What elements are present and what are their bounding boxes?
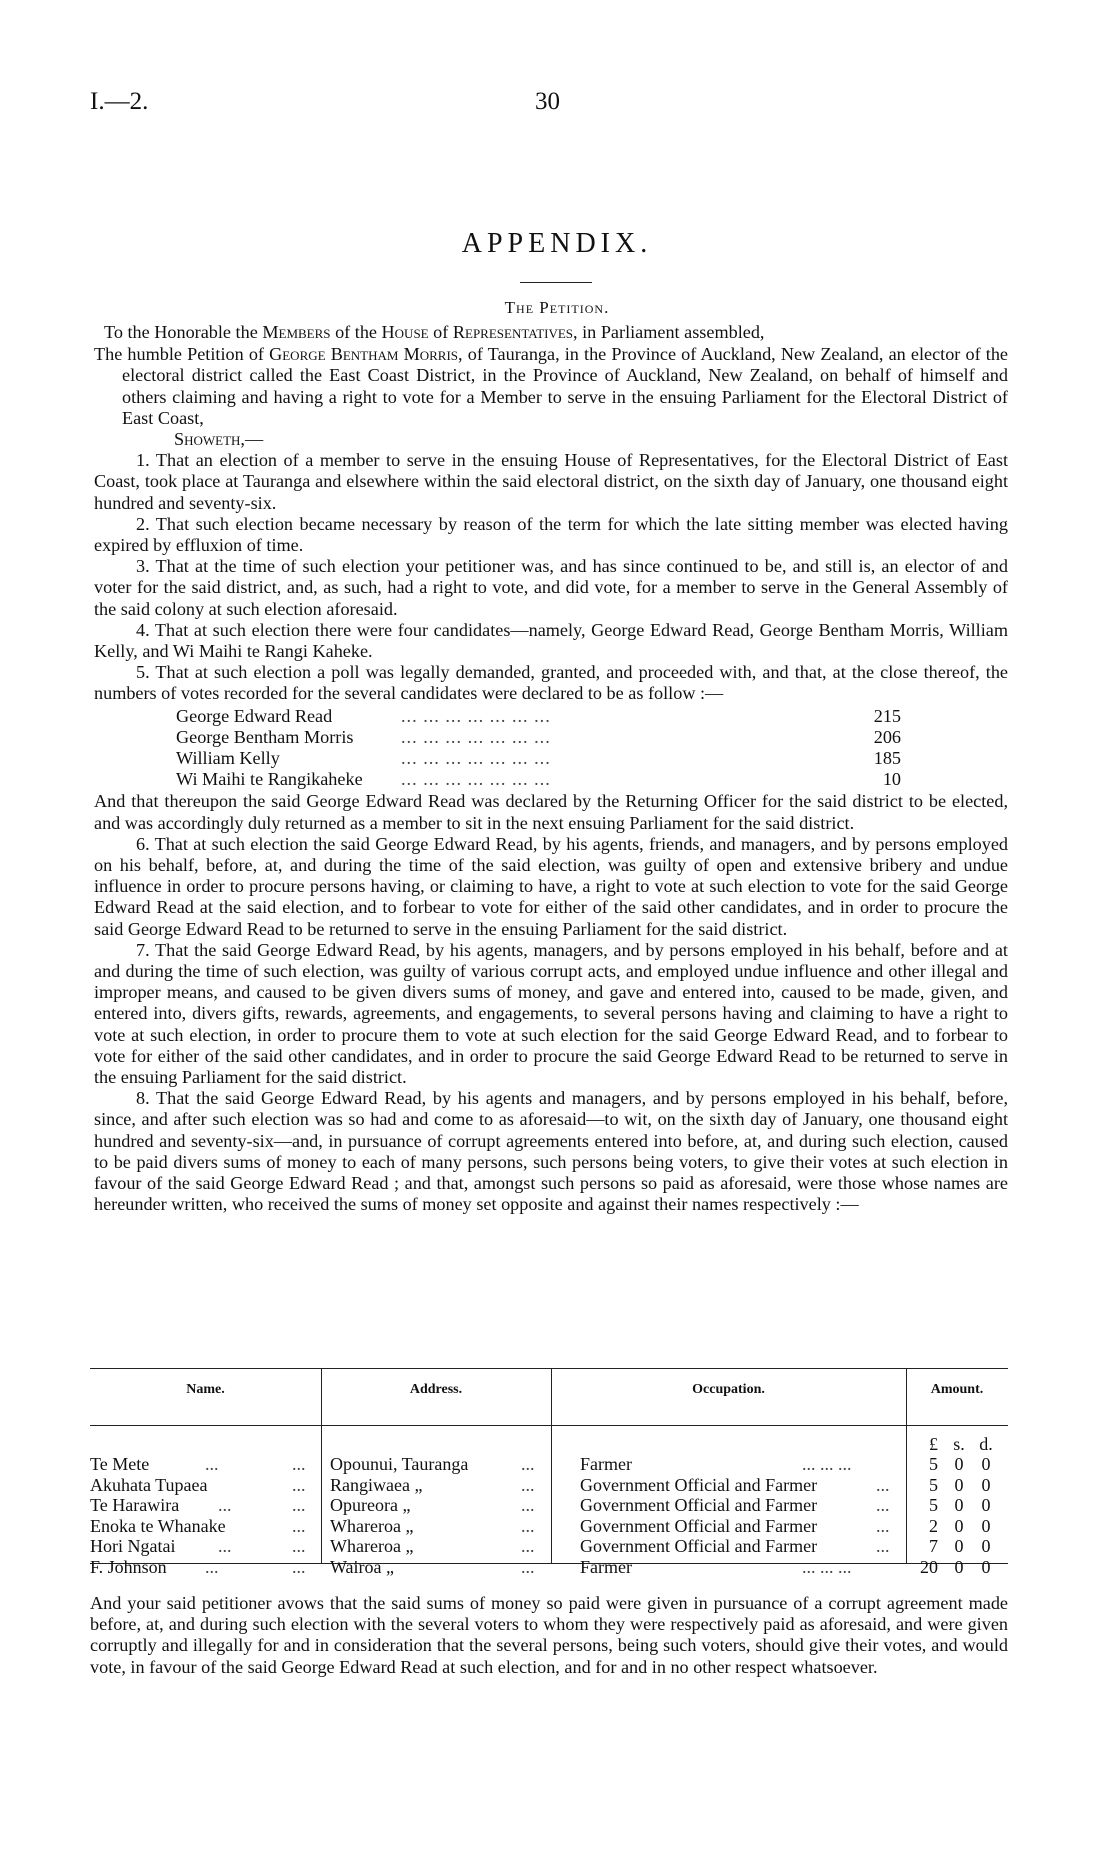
cell-pounds: 5: [929, 1495, 938, 1515]
humble-petition: [94, 344, 1008, 429]
table-header-rule: [90, 1425, 1008, 1426]
cell-occupation: Farmer: [580, 1454, 632, 1474]
vote-list: [176, 706, 1008, 791]
table-bottom-rule: [90, 1563, 1008, 1564]
cell-address: Whareroa „: [330, 1515, 414, 1536]
vote-row: [176, 727, 1008, 748]
cell-pence: 0: [981, 1495, 991, 1515]
paragraph-4: 4. That at such election there were four candidates—namely, George Edward Read, George Bentham Morris, William Kelly, and Wi Maihi te Rangi Kaheke.: [94, 619, 1008, 662]
cell-shillings: 0: [954, 1556, 964, 1577]
leader-dots: ... ... ... ... ... ... ...: [401, 705, 551, 726]
payments-table: [90, 1368, 1008, 1577]
cell-name: Akuhata Tupaea: [90, 1474, 208, 1495]
leader-dots: ...: [292, 1536, 306, 1556]
paragraph-8: 8. That the said George Edward Read, by his agents and managers, and by persons employed in his behalf, before, since, and after such election was so had and come to as aforesaid—to wit, on the sixth day of January, one thousand eight hundred and seventy-six—and, in pursuance of corrupt agreements entered into before, at, and during such election, caused to be paid divers sums of money to each of many persons, such persons being voters, to give their votes at such election in favour of the said George Edward Read ; and that, amongst such persons so paid as aforesaid, were those whose names are hereunder written, who received the sums of money set opposite and against their names respectively :—: [94, 1088, 1008, 1215]
leader-dots: ...: [876, 1495, 890, 1515]
cell-pence: 0: [981, 1515, 991, 1536]
table-top-rule: [90, 1368, 1008, 1369]
cell-address: Rangiwaea „: [330, 1474, 423, 1495]
leader-dots: ...: [876, 1474, 890, 1495]
paragraph-2: 2. That such election became necessary by reason of the term for which the late sitting member was elected having expired by effluxion of time.: [94, 513, 1008, 556]
leader-dots: ...: [205, 1556, 219, 1577]
cell-shillings: 0: [954, 1536, 964, 1556]
cell-shillings: 0: [954, 1474, 964, 1495]
column-header-address: Address.: [409, 1382, 463, 1397]
leader-dots: ...: [292, 1556, 306, 1577]
vote-count: 185: [873, 748, 901, 769]
leader-dots: ... ... ...: [802, 1454, 852, 1474]
cell-address: Wairoa „: [330, 1556, 395, 1577]
leader-dots: ...: [292, 1474, 306, 1495]
humble-pre: The humble Petition of: [94, 344, 270, 365]
column-header-name: Name.: [186, 1382, 225, 1397]
leader-dots: ...: [521, 1474, 535, 1495]
cell-address: Whareroa „: [330, 1536, 414, 1556]
leader-dots: ...: [292, 1515, 306, 1536]
title-divider: [520, 282, 592, 283]
paragraph-6: 6. That at such election the said George Edward Read, by his agents, friends, and managers, and by persons employed on his behalf, before, at, and during the time of the said election, was guilty of open and extensive bribery and undue influence in order to procure persons having, or claiming to have, a right to vote at such election to vote for the said George Edward Read at the said election, and to forbear to vote for either of the said other candidates, and in order to procure the said George Edward Read to be returned to serve in the ensuing Parliament for the said district.: [94, 833, 1008, 939]
page-title: APPENDIX.: [461, 228, 653, 259]
address-house: House: [381, 322, 429, 342]
candidate-name: George Bentham Morris: [176, 726, 354, 747]
address-mid2: of: [428, 322, 453, 342]
cell-pence: 0: [981, 1474, 991, 1495]
leader-dots: ...: [218, 1536, 232, 1556]
cell-name: Te Harawira: [90, 1495, 180, 1515]
cell-pounds: 5: [929, 1474, 938, 1495]
address-members: Members: [262, 322, 331, 342]
page-number: 30: [535, 88, 560, 115]
currency-pence: d.: [979, 1434, 993, 1454]
address-reps: Representatives: [452, 322, 574, 342]
cell-occupation: Government Official and Farmer: [580, 1495, 818, 1515]
cell-pounds: 2: [929, 1515, 938, 1536]
cell-pence: 0: [981, 1556, 991, 1577]
column-header-amount: Amount.: [930, 1382, 984, 1397]
paragraph-3: 3. That at the time of such election your petitioner was, and has since continued to be, and still is, an elector of and voter for the said district, and, as such, had a right to vote, and did vote, for a member to serve in the General Assembly of the said colony at such election aforesaid.: [94, 556, 1008, 619]
cell-occupation: Government Official and Farmer: [580, 1474, 818, 1495]
leader-dots: ...: [205, 1454, 219, 1474]
leader-dots: ... ... ... ... ... ... ...: [401, 748, 551, 769]
leader-dots: ... ... ... ... ... ... ...: [401, 726, 551, 747]
cell-pounds: 7: [929, 1536, 938, 1556]
showeth: Showeth,—: [174, 429, 264, 450]
paragraph-7: 7. That the said George Edward Read, by his agents, managers, and by persons employed in his behalf, before and at and during the time of such election, was guilty of various corrupt acts, and employed undue influence and other illegal and improper means, and caused to be given divers sums of money, and gave and entered into, caused to be made, given, and entered into, divers gifts, rewards, agreements, and engagements, to several persons having and claiming to have a right to vote at such election, in order to procure them to vote at such election for the said George Edward Read, and to forbear to vote for either of the said other candidates, and in order to procure the said George Edward Read to be returned to serve in the ensuing Parliament for the said district.: [94, 939, 1008, 1088]
leader-dots: ...: [521, 1515, 535, 1536]
address-line: [94, 322, 1008, 343]
paragraph-5-continued: And that thereupon the said George Edward Read was declared by the Returning Officer for the said district to be elected, and was accordingly duly returned as a member to sit in the next ensuing Parliament for the said district.: [94, 791, 1008, 833]
leader-dots: ...: [292, 1454, 306, 1474]
closing-paragraph: [90, 1593, 1008, 1678]
candidate-name: Wi Maihi te Rangikaheke: [176, 769, 363, 790]
leader-dots: ...: [876, 1515, 890, 1536]
address-pre: To the Honorable the: [104, 322, 263, 342]
vote-count: 10: [882, 769, 901, 790]
cell-occupation: Government Official and Farmer: [580, 1515, 818, 1536]
closing-text: And your said petitioner avows that the said sums of money so paid were given in pursuance of a corrupt agreement made before, at, and during such election with the several voters to whom they were respectively paid as aforesaid, and were given corruptly and illegally for and in consideration that the several persons, being such voters, should give their votes, and would vote, in favour of the said George Edward Read at such election, and for and in no other respect whatsoever.: [90, 1593, 1008, 1677]
vote-row: [176, 748, 1008, 769]
cell-address: Opureora „: [330, 1495, 411, 1515]
section-title: The Petition.: [504, 298, 610, 317]
cell-shillings: 0: [954, 1515, 964, 1536]
cell-occupation: Government Official and Farmer: [580, 1536, 818, 1556]
leader-dots: ...: [876, 1536, 890, 1556]
document-reference: I.—2.: [90, 88, 149, 115]
leader-dots: ...: [218, 1495, 232, 1515]
cell-name: F. Johnson: [90, 1556, 167, 1577]
vote-count: 215: [873, 705, 901, 726]
column-header-occupation: Occupation.: [692, 1382, 765, 1397]
currency-shillings: s.: [953, 1434, 965, 1454]
cell-pounds: 20: [920, 1556, 938, 1577]
leader-dots: ...: [521, 1495, 535, 1515]
vote-row: [176, 706, 1008, 727]
humble-post: , of Tauranga, in the Province of Auckland, New Zealand, an elector of the electoral district called the East Coast District, in the Province of Auckland, New Zealand, on behalf of himself and others claiming and having a right to vote for a Member to serve in the ensuing Parliament for the Electoral District of East Coast,: [122, 344, 1008, 428]
cell-name: Hori Ngatai: [90, 1536, 176, 1556]
vote-count: 206: [873, 726, 901, 747]
leader-dots: ... ... ...: [802, 1556, 852, 1577]
address-post: , in Parliament assembled,: [573, 322, 765, 342]
petition-body: [94, 322, 1008, 1215]
paragraph-5: 5. That at such election a poll was legally demanded, granted, and proceeded with, and that, at the close thereof, the numbers of votes recorded for the several candidates were declared to be as follow :—: [94, 662, 1008, 704]
cell-shillings: 0: [954, 1495, 964, 1515]
address-mid1: of the: [330, 322, 382, 342]
leader-dots: ...: [292, 1495, 306, 1515]
cell-address: Opounui, Tauranga: [330, 1454, 469, 1474]
cell-name: Enoka te Whanake: [90, 1515, 226, 1536]
leader-dots: ...: [521, 1556, 535, 1577]
cell-occupation: Farmer: [580, 1556, 632, 1577]
cell-pence: 0: [981, 1536, 991, 1556]
candidate-name: William Kelly: [176, 748, 280, 769]
cell-pence: 0: [981, 1454, 991, 1474]
leader-dots: ...: [521, 1454, 535, 1474]
cell-shillings: 0: [954, 1454, 964, 1474]
leader-dots: ...: [521, 1536, 535, 1556]
currency-pounds: £: [929, 1434, 938, 1454]
paragraph-1: 1. That an election of a member to serve in the ensuing House of Representatives, for the Electoral District of East Coast, took place at Tauranga and elsewhere within the said electoral district, on the sixth day of January, one thousand eight hundred and seventy-six.: [94, 450, 1008, 513]
cell-pounds: 5: [929, 1454, 938, 1474]
cell-name: Te Mete: [90, 1454, 150, 1474]
vote-row: [176, 769, 1008, 790]
leader-dots: ... ... ... ... ... ... ...: [401, 769, 551, 790]
candidate-name: George Edward Read: [176, 705, 333, 726]
petitioner-name: George Bentham Morris: [269, 344, 459, 365]
